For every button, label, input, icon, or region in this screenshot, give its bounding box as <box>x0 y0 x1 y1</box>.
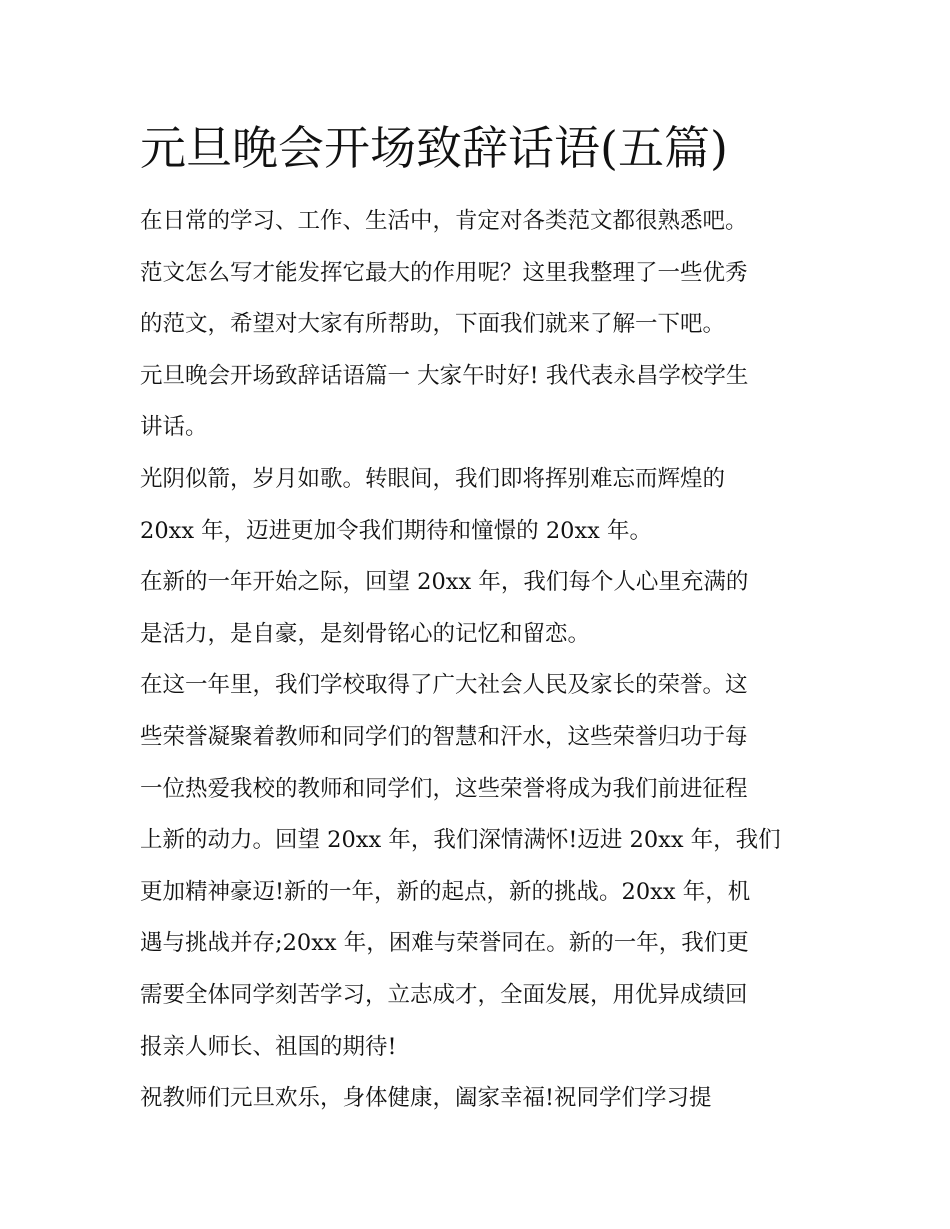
body-line: 些荣誉凝聚着教师和同学们的智慧和汗水，这些荣誉归功于每 <box>140 723 748 750</box>
body-line: 需要全体同学刻苦学习，立志成才，全面发展，用优异成绩回 <box>140 981 748 1008</box>
body-line: 是活力，是自豪，是刻骨铭心的记忆和留恋。 <box>140 620 591 647</box>
body-line: 光阴似箭，岁月如歌。转眼间，我们即将挥别难忘而辉煌的 <box>140 465 726 492</box>
body-line: 范文怎么写才能发挥它最大的作用呢？这里我整理了一些优秀 <box>140 259 748 286</box>
body-line: 更加精神豪迈!新的一年，新的起点，新的挑战。20xx 年，机 <box>140 878 751 905</box>
body-line: 一位热爱我校的教师和同学们，这些荣誉将成为我们前进征程 <box>140 775 748 802</box>
body-line: 报亲人师长、祖国的期待! <box>140 1033 397 1060</box>
document-title: 元旦晚会开场致辞话语(五篇) <box>140 121 728 175</box>
body-line: 讲话。 <box>140 414 208 441</box>
body-line: 祝教师们元旦欢乐，身体健康，阖家幸福!祝同学们学习提 <box>140 1085 712 1112</box>
document-body <box>140 196 830 1125</box>
body-line: 20xx 年，迈进更加令我们期待和憧憬的 20xx 年。 <box>140 517 652 544</box>
body-line: 在新的一年开始之际，回望 20xx 年，我们每个人心里充满的 <box>140 569 749 596</box>
body-line: 的范文，希望对大家有所帮助，下面我们就来了解一下吧。 <box>140 311 726 338</box>
body-line: 遇与挑战并存;20xx 年，困难与荣誉同在。新的一年，我们更 <box>140 930 749 957</box>
body-line: 在这一年里，我们学校取得了广大社会人民及家长的荣誉。这 <box>140 672 748 699</box>
body-line: 上新的动力。回望 20xx 年，我们深情满怀!迈进 20xx 年，我们 <box>140 827 781 854</box>
body-line: 在日常的学习、工作、生活中，肯定对各类范文都很熟悉吧。 <box>140 208 748 234</box>
body-line: 元旦晚会开场致辞话语篇一 大家午时好! 我代表永昌学校学生 <box>140 362 749 389</box>
